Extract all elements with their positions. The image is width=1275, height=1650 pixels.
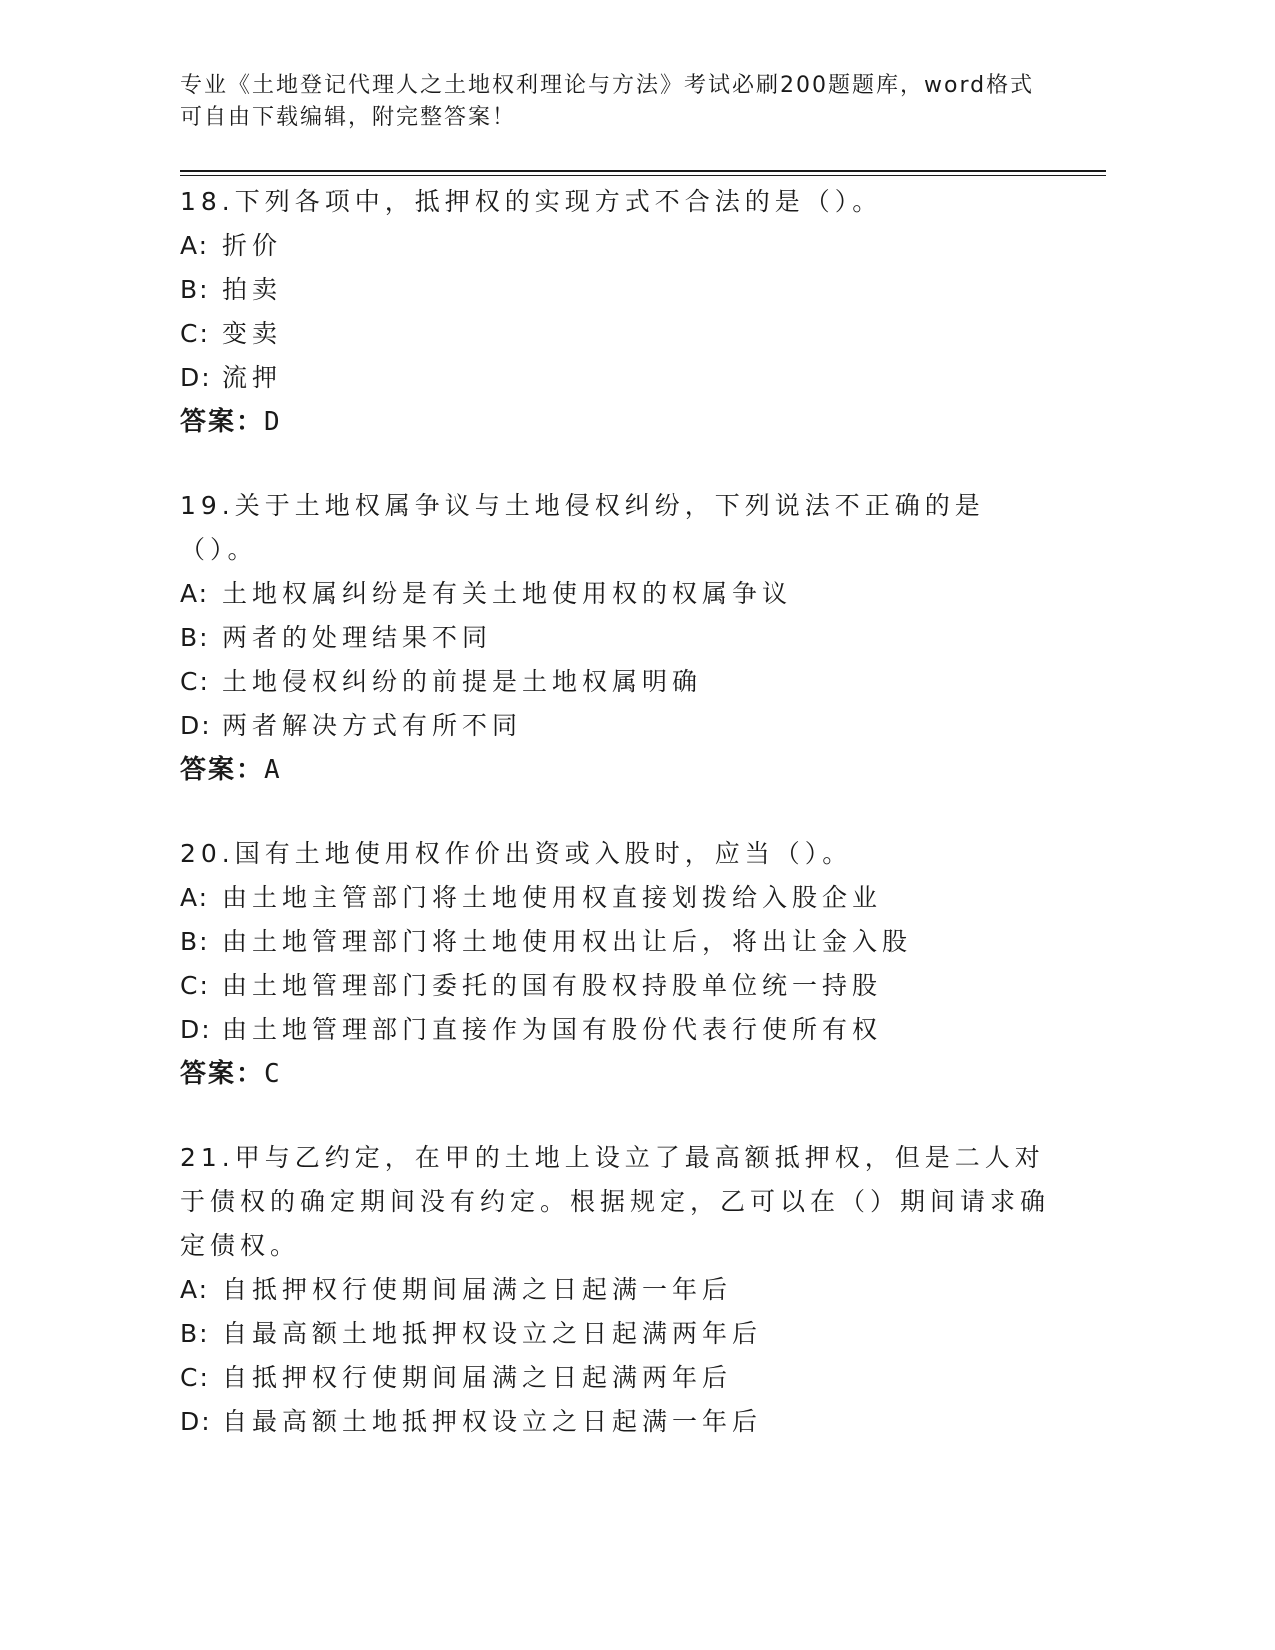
option-text: 两者解决方式有所不同 — [222, 711, 523, 740]
option-letter: D: — [180, 363, 212, 392]
header-line-1: 专业《土地登记代理人之土地权利理论与方法》考试必刷200题题库，word格式 — [180, 73, 1035, 98]
answer-label: 答案： — [180, 755, 265, 785]
option-d — [180, 356, 1060, 400]
option-letter: B: — [180, 1319, 210, 1348]
option-letter: D: — [180, 1015, 212, 1044]
option-text: 由土地管理部门直接作为国有股份代表行使所有权 — [222, 1015, 883, 1044]
answer-value: A — [264, 755, 282, 785]
option-text: 变卖 — [222, 319, 283, 348]
option-letter: C: — [180, 1363, 210, 1392]
option-text: 拍卖 — [222, 275, 283, 304]
option-letter: C: — [180, 971, 210, 1000]
option-text: 自抵押权行使期间届满之日起满一年后 — [222, 1275, 733, 1304]
option-b — [180, 920, 1060, 964]
header-divider-thin — [180, 175, 1106, 176]
option-text: 自最高额土地抵押权设立之日起满两年后 — [222, 1319, 763, 1348]
option-letter: C: — [180, 667, 210, 696]
question-20 — [180, 832, 1060, 1096]
option-text: 由土地管理部门委托的国有股权持股单位统一持股 — [222, 971, 883, 1000]
answer-line — [180, 400, 1060, 444]
answer-line — [180, 1052, 1060, 1096]
option-letter: A: — [180, 1275, 210, 1304]
answer-value: C — [264, 1059, 282, 1089]
question-21 — [180, 1136, 1060, 1444]
option-text: 由土地管理部门将土地使用权出让后，将出让金入股 — [222, 927, 913, 956]
option-b — [180, 268, 1060, 312]
option-text: 折价 — [222, 231, 283, 260]
option-letter: B: — [180, 623, 210, 652]
question-text: 18.下列各项中，抵押权的实现方式不合法的是（）。 — [180, 187, 883, 216]
option-text: 由土地主管部门将土地使用权直接划拨给入股企业 — [222, 883, 883, 912]
option-text: 土地权属纠纷是有关土地使用权的权属争议 — [222, 579, 793, 608]
option-c — [180, 964, 1060, 1008]
option-letter: B: — [180, 275, 210, 304]
option-a — [180, 876, 1060, 920]
question-text: 20.国有土地使用权作价出资或入股时，应当（）。 — [180, 839, 853, 868]
option-c — [180, 660, 1060, 704]
answer-label: 答案： — [180, 407, 265, 437]
option-a — [180, 224, 1060, 268]
option-letter: B: — [180, 927, 210, 956]
question-18 — [180, 180, 1060, 444]
answer-value: D — [264, 407, 282, 437]
question-list — [180, 180, 1060, 1484]
option-d — [180, 1008, 1060, 1052]
question-text: 21.甲与乙约定，在甲的土地上设立了最高额抵押权，但是二人对于债权的确定期间没有约定。根据规定，乙可以在（）期间请求确定债权。 — [180, 1143, 1051, 1260]
option-c — [180, 1356, 1060, 1400]
option-c — [180, 312, 1060, 356]
option-letter: D: — [180, 1407, 212, 1436]
answer-label: 答案： — [180, 1059, 265, 1089]
option-letter: D: — [180, 711, 212, 740]
header-line-2: 可自由下载编辑，附完整答案！ — [180, 105, 517, 130]
answer-line — [180, 748, 1060, 792]
option-text: 两者的处理结果不同 — [222, 623, 493, 652]
document-header — [180, 70, 1070, 134]
question-19 — [180, 484, 1060, 792]
option-letter: A: — [180, 579, 210, 608]
option-letter: A: — [180, 231, 210, 260]
option-d — [180, 704, 1060, 748]
header-divider-thick — [180, 170, 1106, 172]
question-text: 19.关于土地权属争议与土地侵权纠纷，下列说法不正确的是（）。 — [180, 491, 985, 564]
option-text: 土地侵权纠纷的前提是土地权属明确 — [222, 667, 703, 696]
option-d — [180, 1400, 1060, 1444]
option-letter: A: — [180, 883, 210, 912]
option-b — [180, 616, 1060, 660]
option-text: 自最高额土地抵押权设立之日起满一年后 — [222, 1407, 763, 1436]
option-a — [180, 1268, 1060, 1312]
option-letter: C: — [180, 319, 210, 348]
option-text: 自抵押权行使期间届满之日起满两年后 — [222, 1363, 733, 1392]
option-b — [180, 1312, 1060, 1356]
option-text: 流押 — [222, 363, 283, 392]
option-a — [180, 572, 1060, 616]
